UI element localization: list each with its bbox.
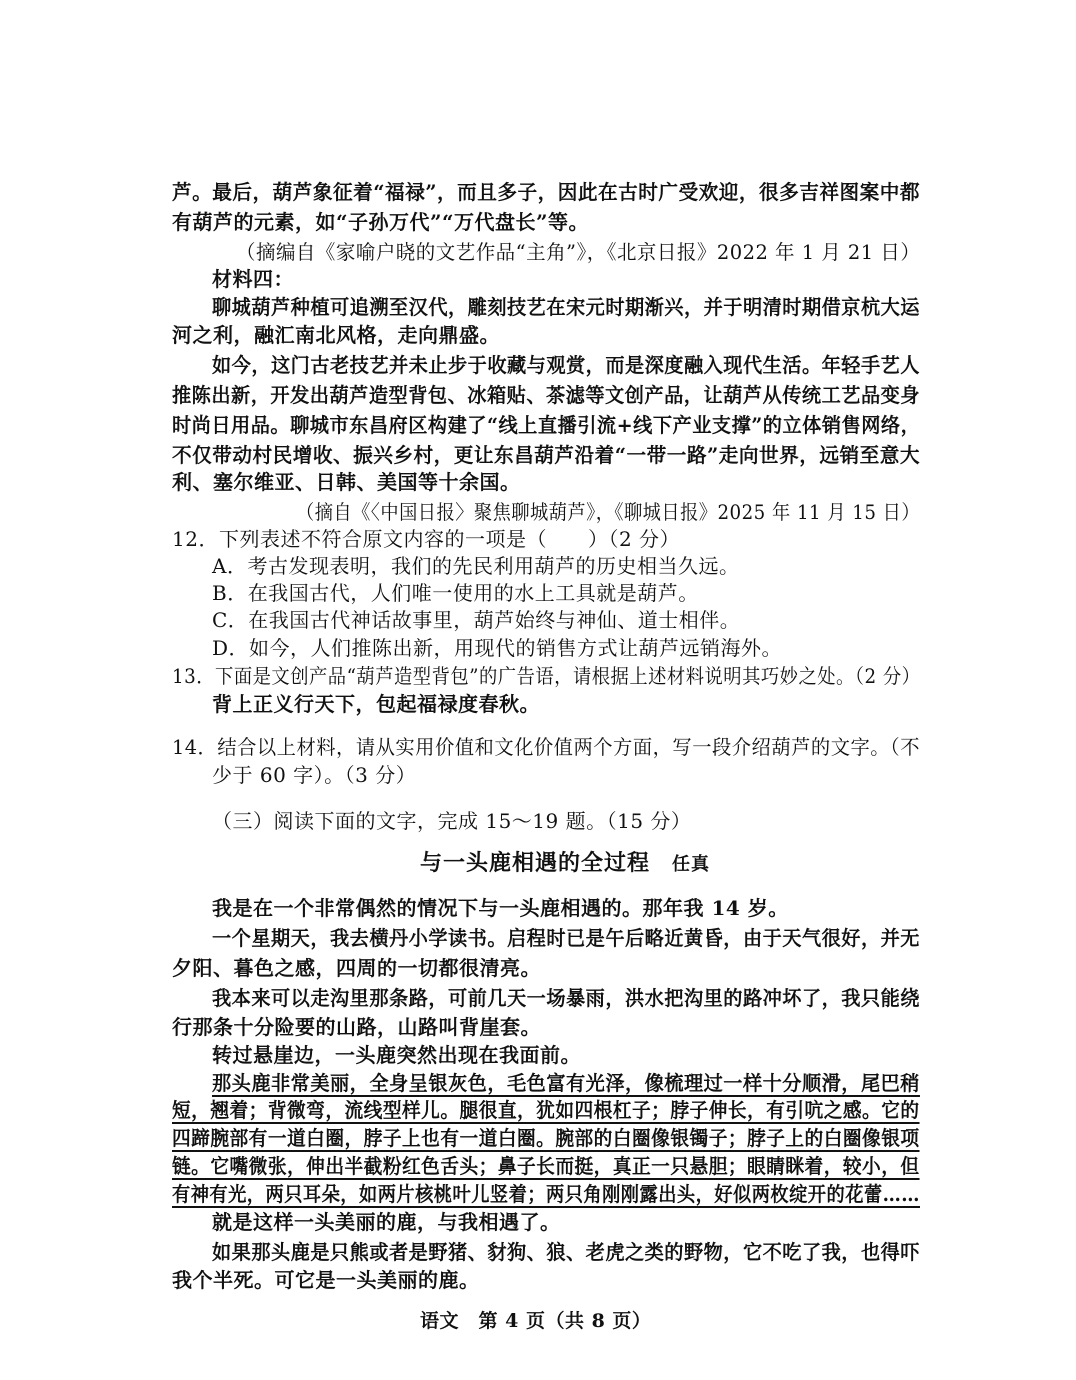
option-a: A．考古发现表明，我们的先民利用葫芦的历史相当久远。 — [212, 554, 740, 578]
question-14: 14．结合以上材料，请从实用价值和文化价值两个方面，写一段介绍葫芦的文字。（不 — [172, 735, 920, 759]
text-line: 我是在一个非常偶然的情况下与一头鹿相遇的。那年我 14 岁。 — [212, 896, 789, 920]
underlined-line: 链。它嘴微张，伸出半截粉红色舌头；鼻子长而挺，真正一只悬胆；眼睛眯着，较小，但 — [172, 1154, 920, 1178]
text-line: 夕阳、暮色之感，四周的一切都很清亮。 — [172, 956, 541, 980]
text-line: 如果那头鹿是只熊或者是野猪、豺狗、狼、老虎之类的野物，它不吃了我，也得吓 — [212, 1240, 920, 1264]
option-c: C．在我国古代神话故事里，葫芦始终与神仙、道士相伴。 — [212, 608, 741, 632]
underlined-line: 四蹄腕部有一道白圈，脖子上也有一道白圈。腕部的白圈像银镯子；脖子上的白圈像银项 — [172, 1126, 920, 1150]
text-line: 聊城葫芦种植可追溯至汉代，雕刻技艺在宋元时期渐兴，并于明清时期借京杭大运 — [212, 295, 920, 319]
text-line: 我个半死。可它是一头美丽的鹿。 — [172, 1268, 480, 1292]
text-line: 行那条十分险要的山路，山路叫背崖套。 — [172, 1015, 541, 1039]
text-line: 就是这样一头美丽的鹿，与我相遇了。 — [212, 1210, 561, 1234]
section-heading: （三）阅读下面的文字，完成 15～19 题。（15 分） — [212, 809, 692, 833]
option-d: D．如今，人们推陈出新，用现代的销售方式让葫芦远销海外。 — [212, 636, 783, 660]
question-12: 12．下列表述不符合原文内容的一项是（ ）（2 分） — [172, 527, 681, 551]
article-title — [420, 848, 710, 880]
question-14-cont: 少于 60 字）。（3 分） — [212, 763, 417, 787]
text-line: 转过悬崖边，一头鹿突然出现在我面前。 — [212, 1043, 581, 1067]
text-line: 一个星期天，我去横丹小学读书。启程时已是午后略近黄昏，由于天气很好，并无 — [212, 926, 920, 950]
text-line: 芦。最后，葫芦象征着“福禄”，而且多子，因此在古时广受欢迎，很多吉祥图案中都 — [172, 180, 920, 204]
text-line: 不仅带动村民增收、振兴乡村，更让东昌葫芦沿着“一带一路”走向世界，远销至意大 — [172, 443, 920, 467]
slogan-line: 背上正义行天下，包起福禄度春秋。 — [212, 692, 540, 716]
text-line: 利、塞尔维亚、日韩、美国等十余国。 — [172, 470, 521, 494]
underlined-line: 有神有光，两只耳朵，如两片核桃叶儿竖着；两只角刚刚露出头，好似两枚绽开的花蕾…… — [172, 1182, 921, 1206]
article-author: 任真 — [672, 854, 711, 875]
source-citation: （摘自《〈中国日报〉聚焦聊城葫芦》，《聊城日报》2025 年 11 月 15 日） — [296, 500, 921, 524]
text-line: 河之利，融汇南北风格，走向鼎盛。 — [172, 323, 500, 347]
source-citation: （摘编自《家喻户晓的文艺作品“主角”》，《北京日报》2022 年 1 月 21 日） — [236, 240, 921, 264]
text-line: 推陈出新，开发出葫芦造型背包、冰箱贴、茶滤等文创产品，让葫芦从传统工艺品变身 — [172, 383, 920, 407]
question-13: 13．下面是文创产品“葫芦造型背包”的广告语，请根据上述材料说明其巧妙之处。（2 分） — [172, 664, 921, 688]
underlined-line: 短，翘着；背微弯，流线型样儿。腿很直，犹如四根杠子；脖子伸长，有引吭之感。它的 — [172, 1098, 920, 1122]
material-heading: 材料四： — [212, 267, 294, 291]
underlined-line: 那头鹿非常美丽，全身呈银灰色，毛色富有光泽，像梳理过一样十分顺滑，尾巴稍 — [212, 1071, 920, 1095]
text-line: 我本来可以走沟里那条路，可前几天一场暴雨，洪水把沟里的路冲坏了，我只能绕 — [212, 986, 920, 1010]
option-b: B．在我国古代，人们唯一使用的水上工具就是葫芦。 — [212, 581, 699, 605]
page-footer: 语文 第 4 页（共 8 页） — [420, 1310, 652, 1332]
text-line: 时尚日用品。聊城市东昌府区构建了“线上直播引流+线下产业支撑”的立体销售网络， — [172, 413, 921, 437]
text-line: 如今，这门古老技艺并未止步于收藏与观赏，而是深度融入现代生活。年轻手艺人 — [212, 353, 920, 377]
text-line: 有葫芦的元素，如“子孙万代”“万代盘长”等。 — [172, 210, 590, 234]
article-title-text: 与一头鹿相遇的全过程 — [420, 850, 651, 876]
